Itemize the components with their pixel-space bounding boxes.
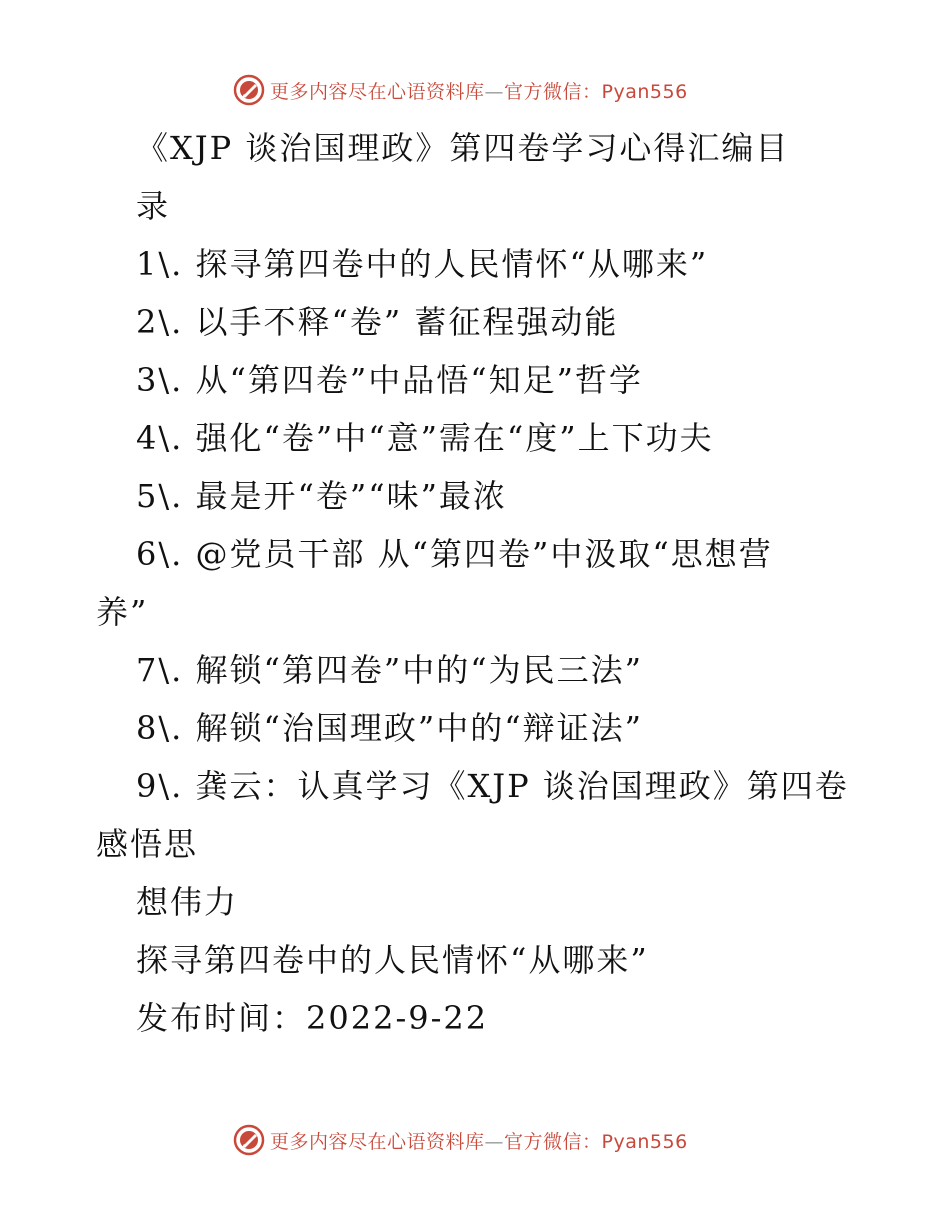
watermark-separator: — (484, 1130, 505, 1153)
watermark-brand (232, 70, 688, 110)
toc-item-9-cont: 感悟思 (96, 825, 199, 863)
watermark-footer (0, 1120, 950, 1160)
doc-title-line-2: 录 (136, 187, 171, 225)
toc-item-6-cont: 养” (96, 593, 149, 631)
watermark-header (0, 70, 950, 110)
toc-item-7: 7\. 解锁“第四卷”中的“为民三法” (136, 651, 643, 689)
doc-title-line-1: 《XJP 谈治国理政》第四卷学习心得汇编目 (136, 129, 790, 167)
pen-logo-icon (232, 73, 266, 107)
watermark-brand (232, 1120, 688, 1160)
pen-logo-icon (232, 1123, 266, 1157)
toc-item-2: 2\. 以手不释“卷” 蓄征程强动能 (136, 303, 619, 341)
toc-item-1: 1\. 探寻第四卷中的人民情怀“从哪来” (136, 245, 709, 283)
watermark-wechat-text: 官方微信：Pyan556 (504, 80, 688, 103)
toc-item-4: 4\. 强化“卷”中“意”需在“度”上下功夫 (136, 419, 714, 457)
watermark-separator: — (484, 80, 505, 103)
toc-item-9: 9\. 龚云：认真学习《XJP 谈治国理政》第四卷 (136, 767, 849, 805)
section-heading: 探寻第四卷中的人民情怀“从哪来” (136, 941, 649, 979)
watermark-site-text: 更多内容尽在心语资料库 (270, 80, 485, 103)
publish-date: 发布时间：2022-9-22 (136, 999, 489, 1037)
toc-item-3: 3\. 从“第四卷”中品悟“知足”哲学 (136, 361, 643, 399)
watermark-wechat-text: 官方微信：Pyan556 (504, 1130, 688, 1153)
toc-item-9-cont-2: 想伟力 (136, 883, 239, 921)
toc-item-5: 5\. 最是开“卷”“味”最浓 (136, 477, 507, 515)
toc-item-8: 8\. 解锁“治国理政”中的“辩证法” (136, 709, 643, 747)
toc-item-6: 6\. @党员干部 从“第四卷”中汲取“思想营 (136, 535, 773, 573)
watermark-site-text: 更多内容尽在心语资料库 (270, 1130, 485, 1153)
